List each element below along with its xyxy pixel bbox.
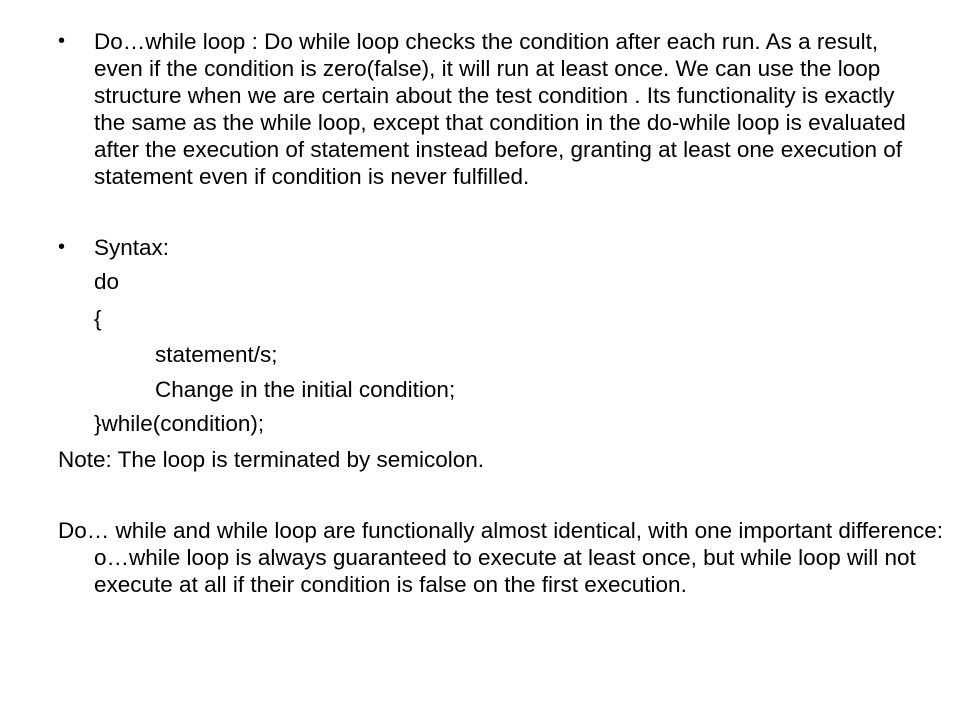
bullet-syntax [58, 234, 918, 261]
syntax-change-condition: Change in the initial condition; [155, 377, 456, 402]
bullet-do-while-description [58, 28, 918, 190]
bullet-marker: • [58, 30, 66, 52]
syntax-do: do [94, 269, 120, 294]
syntax-open-brace: { [94, 306, 102, 331]
syntax-close-while: }while(condition); [94, 411, 265, 436]
bullet-text: Syntax: [94, 235, 170, 260]
bullet-marker: • [58, 236, 66, 258]
closing-paragraph: Do… while and while loop are functionally almost identical, with one important difference: o…while loop is always guaranteed to execute at least once, but while loop will not execute at all if their condition is false on the first execution. [58, 518, 944, 597]
syntax-statement: statement/s; [155, 342, 278, 367]
note-text: Note: The loop is terminated by semicolon. [58, 447, 485, 472]
bullet-text: Do…while loop : Do while loop checks the condition after each run. As a result, even if the condition is zero(false), it will run at least once. We can use the loop structure when we are certain about the test condition . Its functionality is exactly the same as the while loop, except that condition in the do-while loop is evaluated after the execution of statement instead before, granting at least one execution of statement even if condition is never fulfilled. [94, 29, 906, 189]
